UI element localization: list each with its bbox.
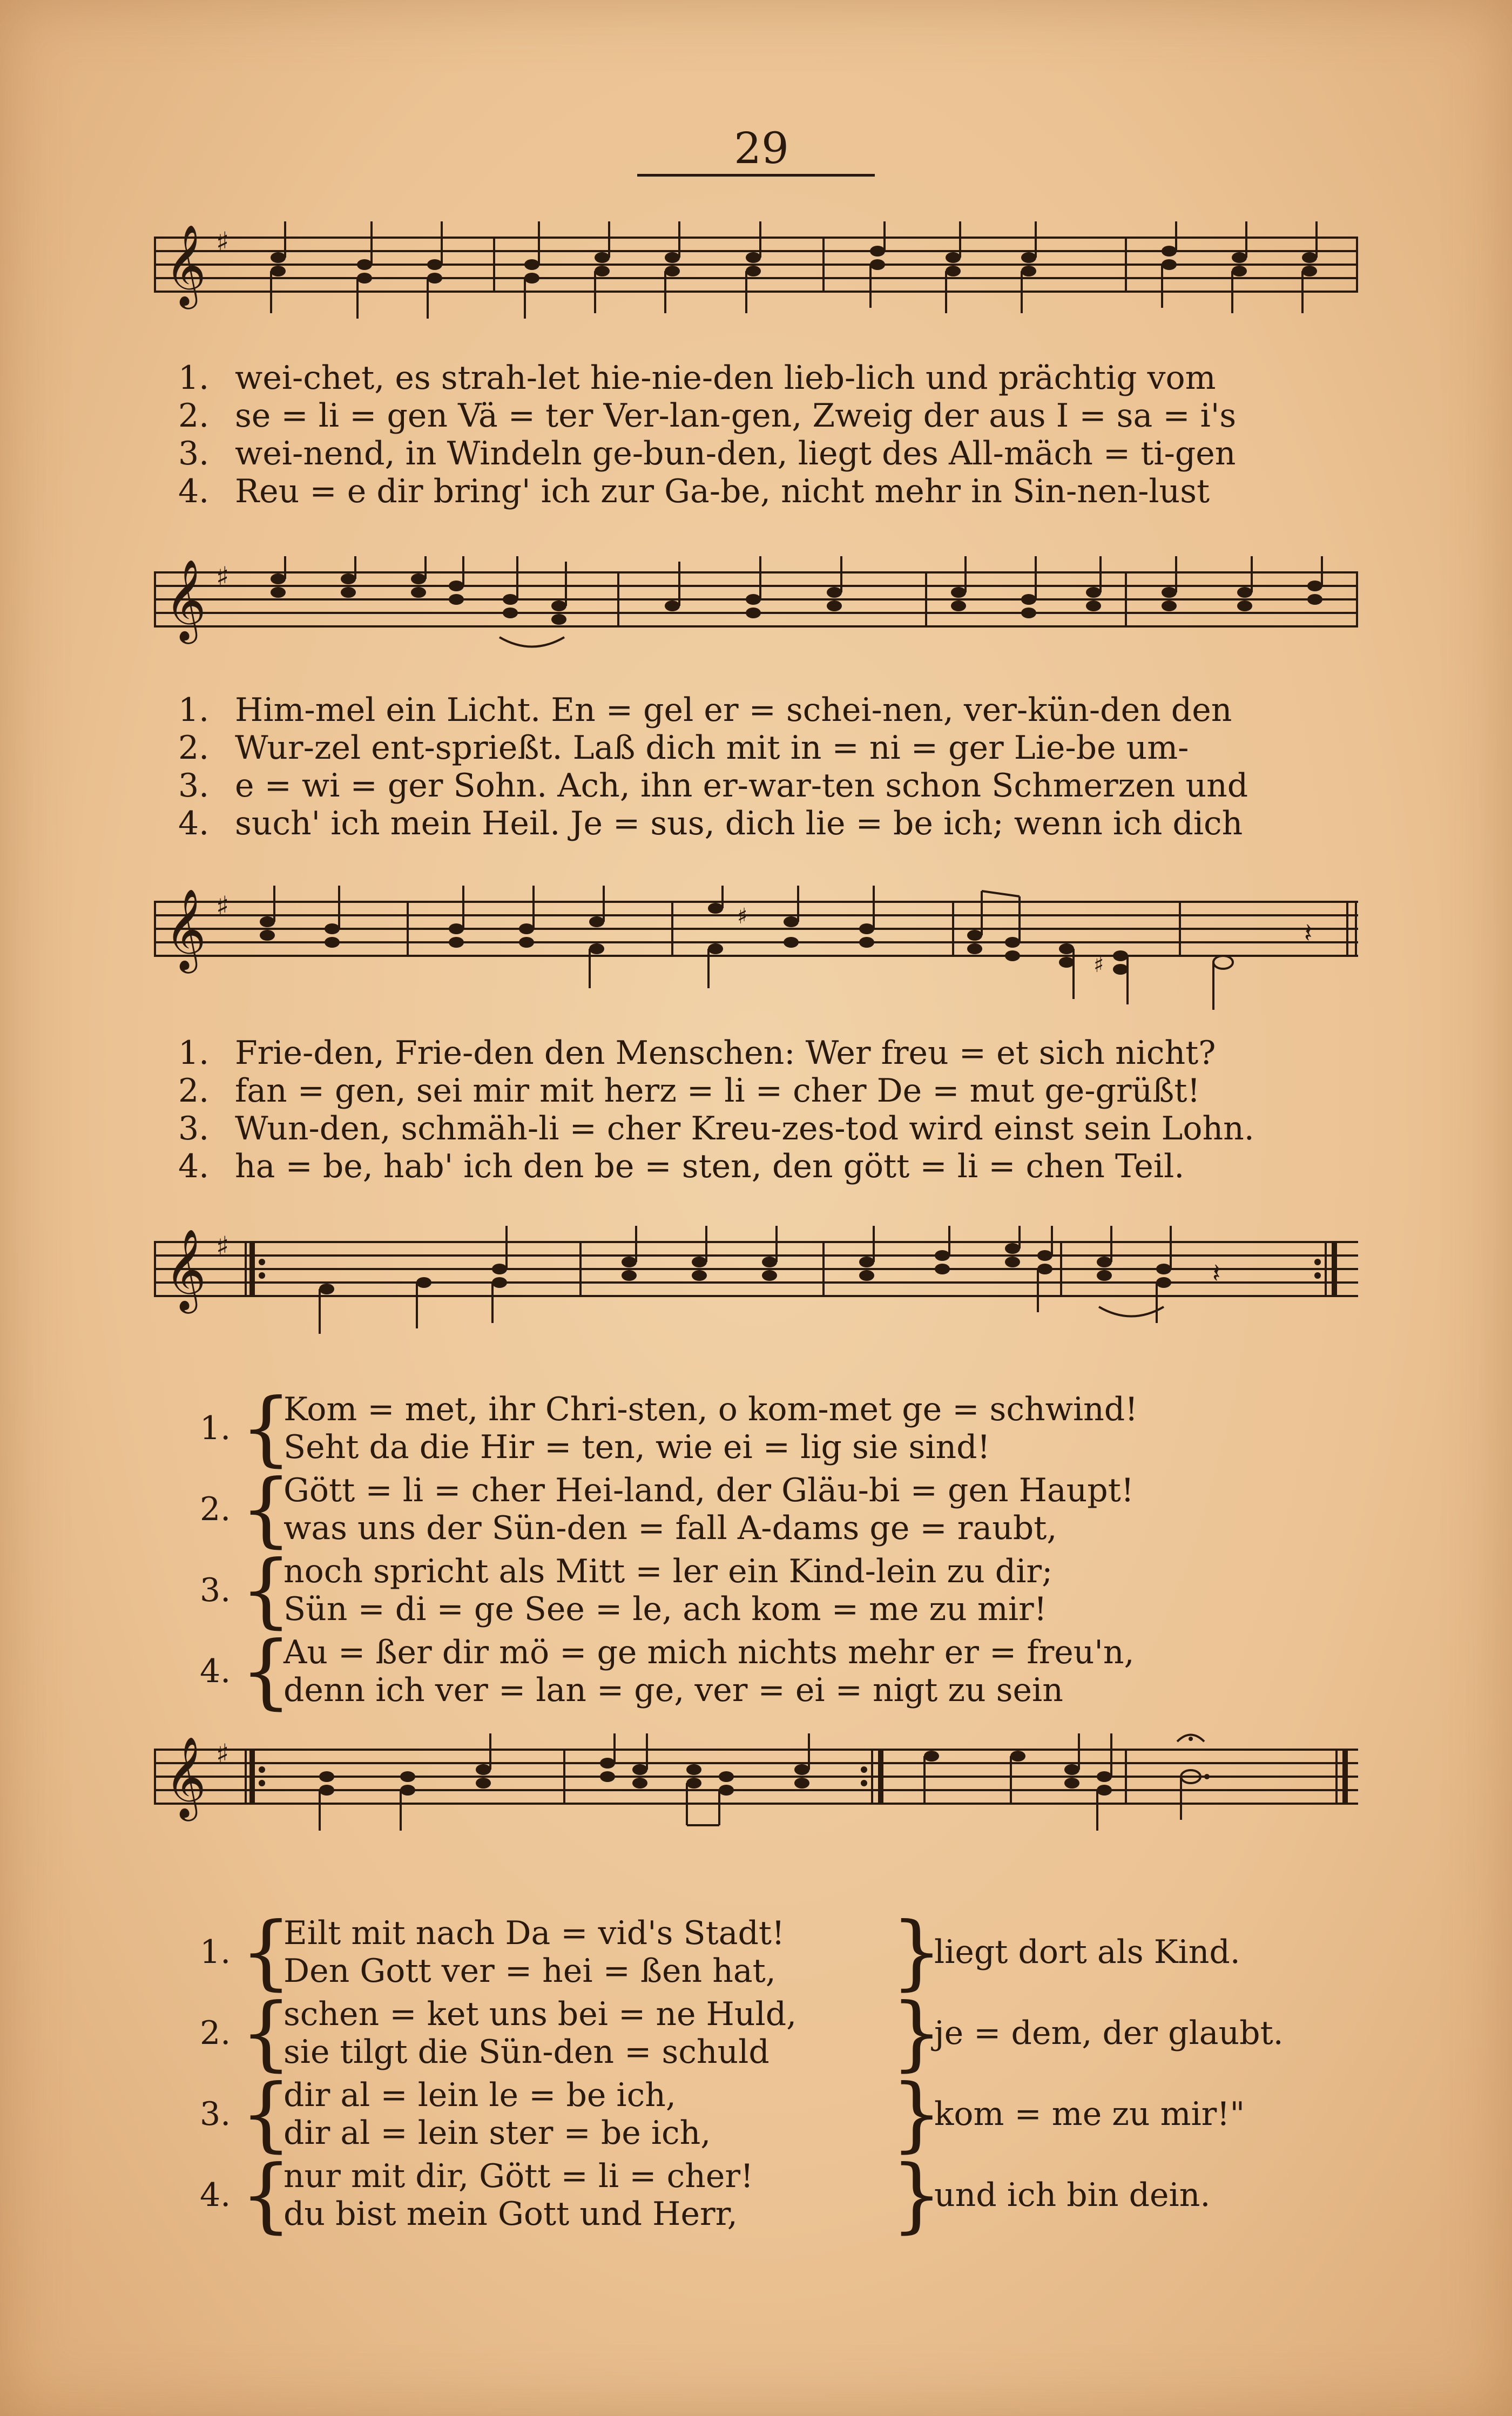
brace-left: {: [240, 1543, 292, 1637]
verse-number: 1.: [200, 1409, 231, 1447]
lyric-line: [178, 1110, 1366, 1148]
verse-group: [178, 2148, 1366, 2242]
verse-text: je = dem, der glaubt.: [934, 2014, 1284, 2052]
verse-text: sie tilgt die Sün‑den = schuld: [284, 2033, 770, 2071]
verse-text: Seht da die Hir = ten, wie ei = lig sie sind!: [284, 1428, 990, 1466]
verse-text: liegt dort als Kind.: [934, 1933, 1240, 1971]
brace-left: {: [240, 1462, 292, 1556]
lyric-line: [178, 397, 1366, 435]
verse-text: Frie‑den, Frie‑den den Menschen: Wer freu = et sich nicht?: [235, 1034, 1216, 1072]
brace-left: {: [240, 1905, 292, 1999]
page-number-rule: [637, 174, 875, 177]
lyric-line: [178, 359, 1366, 397]
brace-left: {: [240, 1381, 292, 1475]
verse-number: 4.: [200, 1652, 231, 1690]
svg-text:♯: ♯: [216, 890, 230, 922]
svg-text:♯: ♯: [1094, 953, 1104, 977]
verse-number: 1.: [178, 691, 210, 729]
verse-number: 4.: [178, 473, 210, 510]
verse-text: Reu = e dir bring' ich zur Ga‑be, nicht mehr in Sin‑nen‑lust: [235, 473, 1210, 510]
verse-number: 3.: [200, 2095, 231, 2133]
verse-number: 2.: [200, 1490, 231, 1528]
svg-text:♯: ♯: [737, 904, 748, 929]
staff-3-notation: [154, 886, 1358, 1048]
verse-text: Kom = met, ihr Chri‑sten, o kom‑met ge = schwind!: [284, 1391, 1138, 1428]
verse-number: 3.: [200, 1571, 231, 1609]
lyrics-section-3: [178, 1034, 1366, 1185]
verse-number: 1.: [178, 359, 210, 397]
svg-text:𝄞: 𝄞: [165, 1228, 206, 1310]
verse-number: 3.: [178, 1110, 210, 1148]
brace-left: {: [240, 1624, 292, 1718]
verse-text: Eilt mit nach Da = vid's Stadt!: [284, 1914, 785, 1952]
lyric-line: [178, 435, 1366, 473]
verse-number: 2.: [178, 1072, 210, 1110]
lyric-line: [178, 1034, 1366, 1072]
verse-number: 2.: [178, 397, 210, 435]
lyric-line: [178, 729, 1366, 767]
verse-text: fan = gen, sei mir mit herz = li = cher De = mut ge‑grüßt!: [235, 1072, 1200, 1110]
lyric-line: [178, 767, 1366, 805]
verse-text: schen = ket uns bei = ne Huld,: [284, 1995, 797, 2033]
staff-5-notation: [154, 1733, 1358, 1895]
svg-text:𝄞: 𝄞: [165, 888, 206, 970]
svg-text:♯: ♯: [216, 561, 230, 592]
verse-text: Sün = di = ge See = le, ach kom = me zu mir!: [284, 1590, 1047, 1628]
lyric-line: [178, 1072, 1366, 1110]
music-staff-3: [154, 886, 1358, 1048]
svg-text:♯: ♯: [216, 226, 230, 258]
verse-text: se = li = gen Vä = ter Ver‑lan‑gen, Zweig der aus I = sa = i's: [235, 397, 1237, 435]
music-staff-4: [154, 1226, 1358, 1388]
verse-number: 2.: [178, 729, 210, 767]
verse-number: 4.: [178, 805, 210, 842]
verse-text: Au = ßer dir mö = ge mich nichts mehr er = freu'n,: [284, 1634, 1135, 1671]
verse-number: 4.: [178, 1148, 210, 1185]
svg-text:𝄞: 𝄞: [165, 558, 206, 640]
verse-number: 2.: [200, 2014, 231, 2052]
music-staff-5: [154, 1733, 1358, 1895]
verse-text: ha = be, hab' ich den be = sten, den gött = li = chen Teil.: [235, 1148, 1185, 1185]
verse-group: [178, 1462, 1366, 1556]
verse-text: du bist mein Gott und Herr,: [284, 2195, 738, 2233]
page-number: 29: [734, 123, 789, 173]
svg-text:♯: ♯: [216, 1738, 230, 1770]
verse-group: [178, 1381, 1366, 1475]
lyric-line: [178, 805, 1366, 842]
verse-text: dir al = lein ster = be ich,: [284, 2114, 711, 2152]
svg-text:𝄽: 𝄽: [1304, 917, 1313, 949]
verse-text: e = wi = ger Sohn. Ach, ihn er‑war‑ten schon Schmerzen und: [235, 767, 1248, 805]
lyric-line: [178, 1148, 1366, 1185]
brace-right: }: [891, 2148, 943, 2242]
verse-text: wei‑chet, es strah‑let hie‑nie‑den lieb‑lich und prächtig vom: [235, 359, 1216, 397]
verse-group: [178, 2067, 1366, 2161]
brace-left: {: [240, 2148, 292, 2242]
verse-number: 3.: [178, 435, 210, 473]
verse-number: 1.: [200, 1933, 231, 1971]
svg-text:𝄽: 𝄽: [1212, 1258, 1221, 1289]
brace-left: {: [240, 1986, 292, 2080]
staff-4-notation: [154, 1226, 1358, 1388]
verse-number: 1.: [178, 1034, 210, 1072]
lyrics-section-2: [178, 691, 1366, 842]
verse-text: dir al = lein le = be ich,: [284, 2076, 676, 2114]
verse-text: und ich bin dein.: [934, 2176, 1211, 2214]
verse-text: Him‑mel ein Licht. En = gel er = schei‑nen, ver‑kün‑den den: [235, 691, 1232, 729]
svg-text:𝄞: 𝄞: [165, 224, 206, 306]
verse-text: kom = me zu mir!": [934, 2095, 1245, 2133]
verse-text: noch spricht als Mitt = ler ein Kind‑lein zu dir;: [284, 1553, 1053, 1590]
lyric-line: [178, 691, 1366, 729]
verse-text: Wur‑zel ent‑sprießt. Laß dich mit in = ni = ger Lie‑be um‑: [235, 729, 1189, 767]
verse-group: [178, 1986, 1366, 2080]
verse-text: denn ich ver = lan = ge, ver = ei = nigt zu sein: [284, 1671, 1063, 1709]
verse-text: wei‑nend, in Windeln ge‑bun‑den, liegt des All‑mäch = ti‑gen: [235, 435, 1236, 473]
brace-left: {: [240, 2067, 292, 2161]
brace-right: }: [891, 1905, 943, 1999]
verse-text: Den Gott ver = hei = ßen hat,: [284, 1952, 776, 1990]
verse-group: [178, 1905, 1366, 1999]
verse-text: Gött = li = cher Hei‑land, der Gläu‑bi = gen Haupt!: [284, 1472, 1134, 1509]
svg-text:♯: ♯: [216, 1231, 230, 1262]
verse-text: nur mit dir, Gött = li = cher!: [284, 2157, 754, 2195]
verse-number: 4.: [200, 2176, 231, 2214]
verse-text: such' ich mein Heil. Je = sus, dich lie = be ich; wenn ich dich: [235, 805, 1243, 842]
svg-text:𝄞: 𝄞: [165, 1736, 206, 1818]
lyric-line: [178, 473, 1366, 510]
verse-text: was uns der Sün‑den = fall A‑dams ge = raubt,: [284, 1509, 1057, 1547]
brace-right: }: [891, 1986, 943, 2080]
verse-group: [178, 1624, 1366, 1718]
verse-group: [178, 1543, 1366, 1637]
verse-number: 3.: [178, 767, 210, 805]
verse-text: Wun‑den, schmäh‑li = cher Kreu‑zes‑tod wird einst sein Lohn.: [235, 1110, 1254, 1148]
brace-right: }: [891, 2067, 943, 2161]
lyrics-section-1: [178, 359, 1366, 510]
